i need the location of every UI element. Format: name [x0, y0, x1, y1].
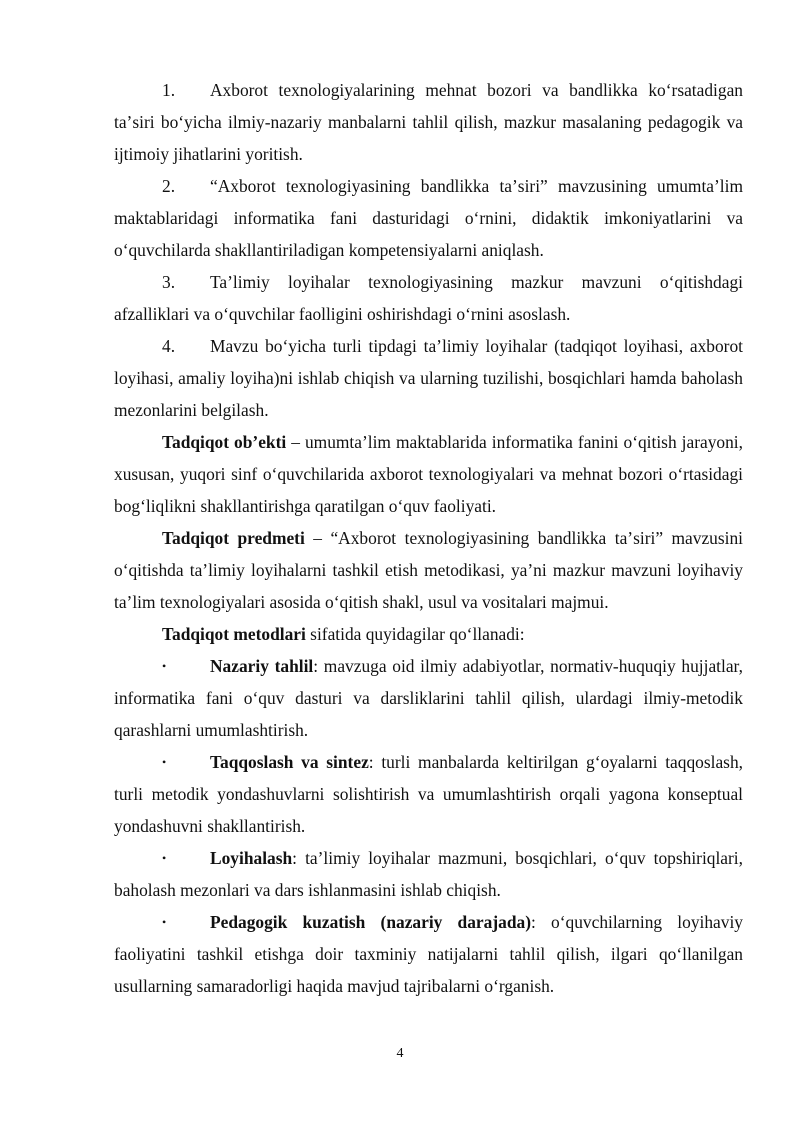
objective-text: Mavzu boʻyicha turli tipdagi taʼlimiy loyihalar (tadqiqot loyihasi, axborot loyihasi, amaliy loyiha)ni ishlab chiqish va ularning tuzilishi, bosqichlari hamda baholash mezonlarini belgilash.	[114, 336, 743, 420]
objective-text: “Axborot texnologiyasining bandlikka taʼsiri” mavzusining umumtaʼlim maktablaridagi informatika fani dasturidagi oʻrnini, didaktik imkoniyatlarini va oʻquvchilarda shakllantiriladigan kompetensiyalarni aniqlash.	[114, 176, 743, 260]
bullet-icon: •	[162, 755, 167, 769]
objective-number: 2.	[162, 176, 176, 196]
research-subject-text: – “Axborot texnologiyasining bandlikka taʼsiri” mavzusini oʻqitishda taʼlimiy loyihalarni tashkil etish metodikasi, yaʼni mazkur mavzuni loyihaviy taʼlim texnologiyalari asosida oʻqitish shakl, usul va vositalari majmui.	[114, 528, 743, 612]
research-object-paragraph	[114, 426, 743, 522]
method-item-2	[114, 746, 743, 842]
objective-item-2	[114, 170, 743, 266]
method-label: Nazariy tahlil	[210, 656, 314, 676]
research-methods-intro	[114, 618, 743, 650]
method-item-4	[114, 906, 743, 1002]
method-text: : taʼlimiy loyihalar mazmuni, bosqichlari, oʻquv topshiriqlari, baholash mezonlari va dars ishlanmasini ishlab chiqish.	[114, 848, 743, 900]
objective-text: Taʼlimiy loyihalar texnologiyasining mazkur mavzuni oʻqitishdagi afzalliklari va oʻquvchilar faolligini oshirishdagi oʻrnini asoslash.	[114, 272, 743, 324]
research-object-label: Tadqiqot obʼekti	[162, 432, 287, 452]
page-number: 4	[396, 1046, 404, 1061]
method-label: Loyihalash	[210, 848, 293, 868]
objective-item-3	[114, 266, 743, 330]
objective-number: 4.	[162, 336, 176, 356]
research-subject-label: Tadqiqot predmeti	[162, 528, 305, 548]
method-text: : oʻquvchilarning loyihaviy faoliyatini tashkil etishga doir taxminiy natijalarni tahlil qilish, ilgari qoʻllanilgan usullarning samaradorligi haqida mavjud tajribalarni oʻrganish.	[114, 912, 743, 996]
bullet-icon: •	[162, 659, 167, 673]
objective-item-1	[114, 74, 743, 170]
method-item-3	[114, 842, 743, 906]
research-methods-label: Tadqiqot metodlari	[162, 624, 306, 644]
objective-number: 1.	[162, 80, 176, 100]
bullet-icon: •	[162, 915, 167, 929]
method-item-1	[114, 650, 743, 746]
research-object-text: – umumtaʼlim maktablarida informatika fanini oʻqitish jarayoni, xususan, yuqori sinf oʻquvchilarida axborot texnologiyalari va mehnat bozori oʻrtasidagi bogʻliqlikni shakllantirishga qaratilgan oʻquv faoliyati.	[114, 432, 743, 516]
research-subject-paragraph	[114, 522, 743, 618]
objective-item-4	[114, 330, 743, 426]
objective-number: 3.	[162, 272, 176, 292]
document-body	[114, 74, 743, 1002]
method-text: : turli manbalarda keltirilgan gʻoyalarni taqqoslash, turli metodik yondashuvlarni solishtirish va umumlashtirish orqali yagona konseptual yondashuvni shakllantirish.	[114, 752, 743, 836]
bullet-icon: •	[162, 851, 167, 865]
method-text: : mavzuga oid ilmiy adabiyotlar, normativ-huquqiy hujjatlar, informatika fani oʻquv dasturi va darsliklarini tahlil qilish, ulardagi ilmiy-metodik qarashlarni umumlashtirish.	[114, 656, 743, 740]
method-label: Taqqoslash va sintez	[210, 752, 369, 772]
research-methods-intro-text: sifatida quyidagilar qoʻllanadi:	[305, 624, 525, 644]
objective-text: Axborot texnologiyalarining mehnat bozori va bandlikka koʻrsatadigan taʼsiri boʻyicha ilmiy-nazariy manbalarni tahlil qilish, mazkur masalaning pedagogik va ijtimoiy jihatlarini yoritish.	[114, 80, 743, 164]
method-label: Pedagogik kuzatish (nazariy darajada)	[210, 912, 531, 932]
